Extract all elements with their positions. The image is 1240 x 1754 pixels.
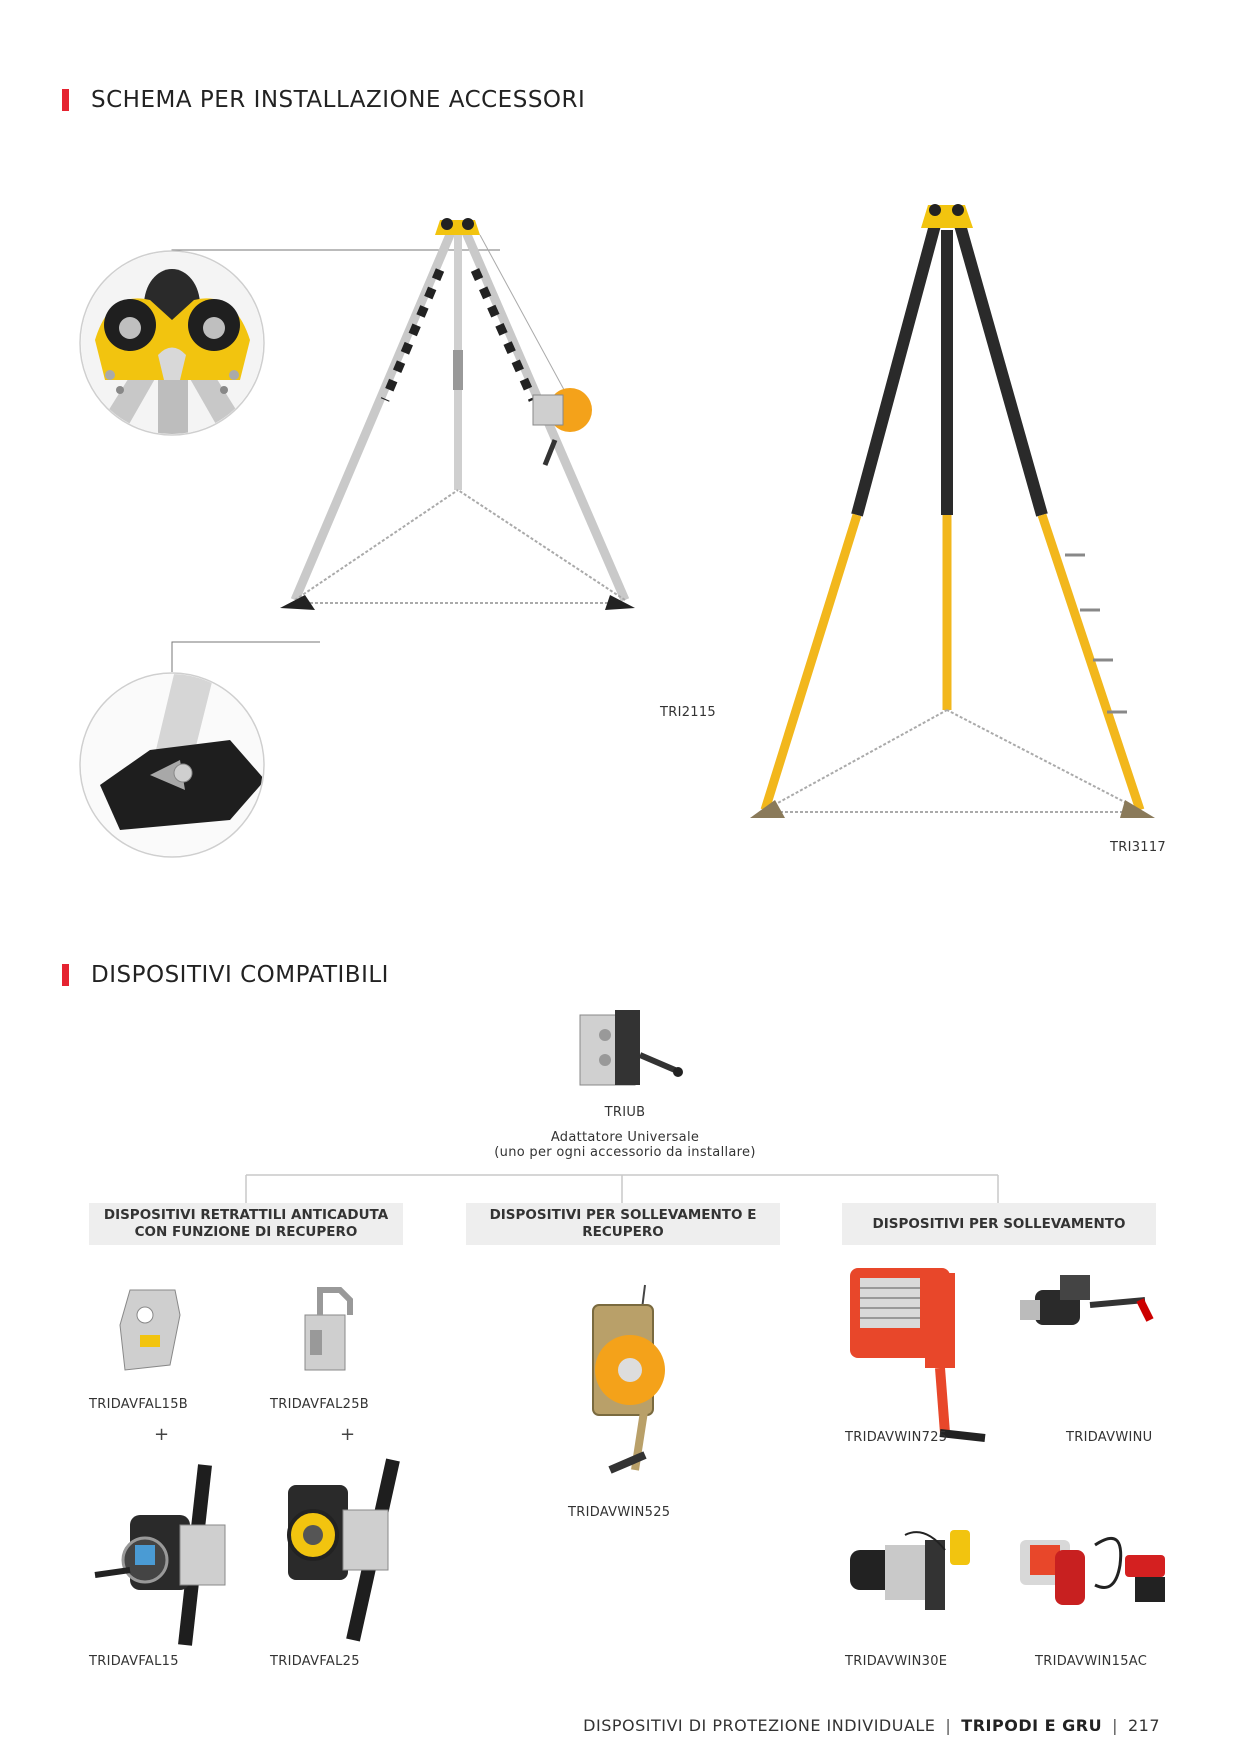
category-label: RECUPERO: [582, 1224, 664, 1240]
footer-separator: |: [1112, 1716, 1118, 1735]
footer-separator: |: [945, 1716, 952, 1735]
footer-section-name: TRIPODI E GRU: [961, 1716, 1103, 1735]
product-code: TRIDAVFAL25B: [270, 1397, 370, 1412]
product-code: TRIDAVWIN30E: [845, 1654, 948, 1669]
product-code: TRIDAVFAL15: [89, 1654, 179, 1669]
tripod-code-label: TRI3117: [1110, 840, 1166, 855]
product-code: TRIDAVWIN15AC: [1035, 1654, 1148, 1669]
product-tridavfal25b-image: [295, 1280, 365, 1380]
product-code: TRIDAVWIN725: [845, 1430, 948, 1445]
adapter-description-2: (uno per ogni accessorio da installare): [494, 1145, 756, 1160]
product-tridavwin15ac-image: [1015, 1525, 1175, 1620]
footer-page-number: 217: [1127, 1716, 1160, 1735]
plus-sign: +: [154, 1424, 170, 1445]
product-tridavwin725-image: [845, 1258, 995, 1443]
category-label: CON FUNZIONE DI RECUPERO: [134, 1224, 358, 1240]
category-lifting: [842, 1203, 1156, 1245]
product-code: TRIDAVWINU: [1066, 1430, 1153, 1445]
page-footer: [583, 1716, 1160, 1735]
product-code: TRIDAVFAL15B: [89, 1397, 189, 1412]
section-title-text: DISPOSITIVI COMPATIBILI: [91, 962, 389, 988]
product-tridavfal15b-image: [115, 1285, 185, 1375]
adapter-description-1: Adattatore Universale: [550, 1130, 700, 1145]
category-label: DISPOSITIVI PER SOLLEVAMENTO E: [489, 1207, 757, 1223]
adapter-code: TRIUB: [604, 1105, 646, 1120]
product-tridavwinu-image: [1020, 1265, 1170, 1345]
product-code: TRIDAVWIN525: [568, 1505, 671, 1520]
footer-catalog-name: DISPOSITIVI DI PROTEZIONE INDIVIDUALE: [583, 1716, 936, 1735]
product-code: TRIDAVFAL25: [270, 1654, 360, 1669]
category-lifting-recovery: [466, 1203, 780, 1245]
product-tridavwin525-image: [585, 1285, 685, 1485]
section-title-text: SCHEMA PER INSTALLAZIONE ACCESSORI: [91, 87, 586, 113]
category-retractable: [89, 1203, 403, 1245]
product-tridavfal15-image: [90, 1460, 240, 1650]
category-label: DISPOSITIVI PER SOLLEVAMENTO: [872, 1215, 1126, 1232]
product-tridavfal25-image: [278, 1455, 408, 1645]
product-tridavwin30e-image: [845, 1525, 975, 1620]
tripod-code-label: TRI2115: [660, 705, 716, 720]
plus-sign: +: [340, 1424, 356, 1445]
category-label: DISPOSITIVI RETRATTILI ANTICADUTA: [103, 1207, 389, 1223]
